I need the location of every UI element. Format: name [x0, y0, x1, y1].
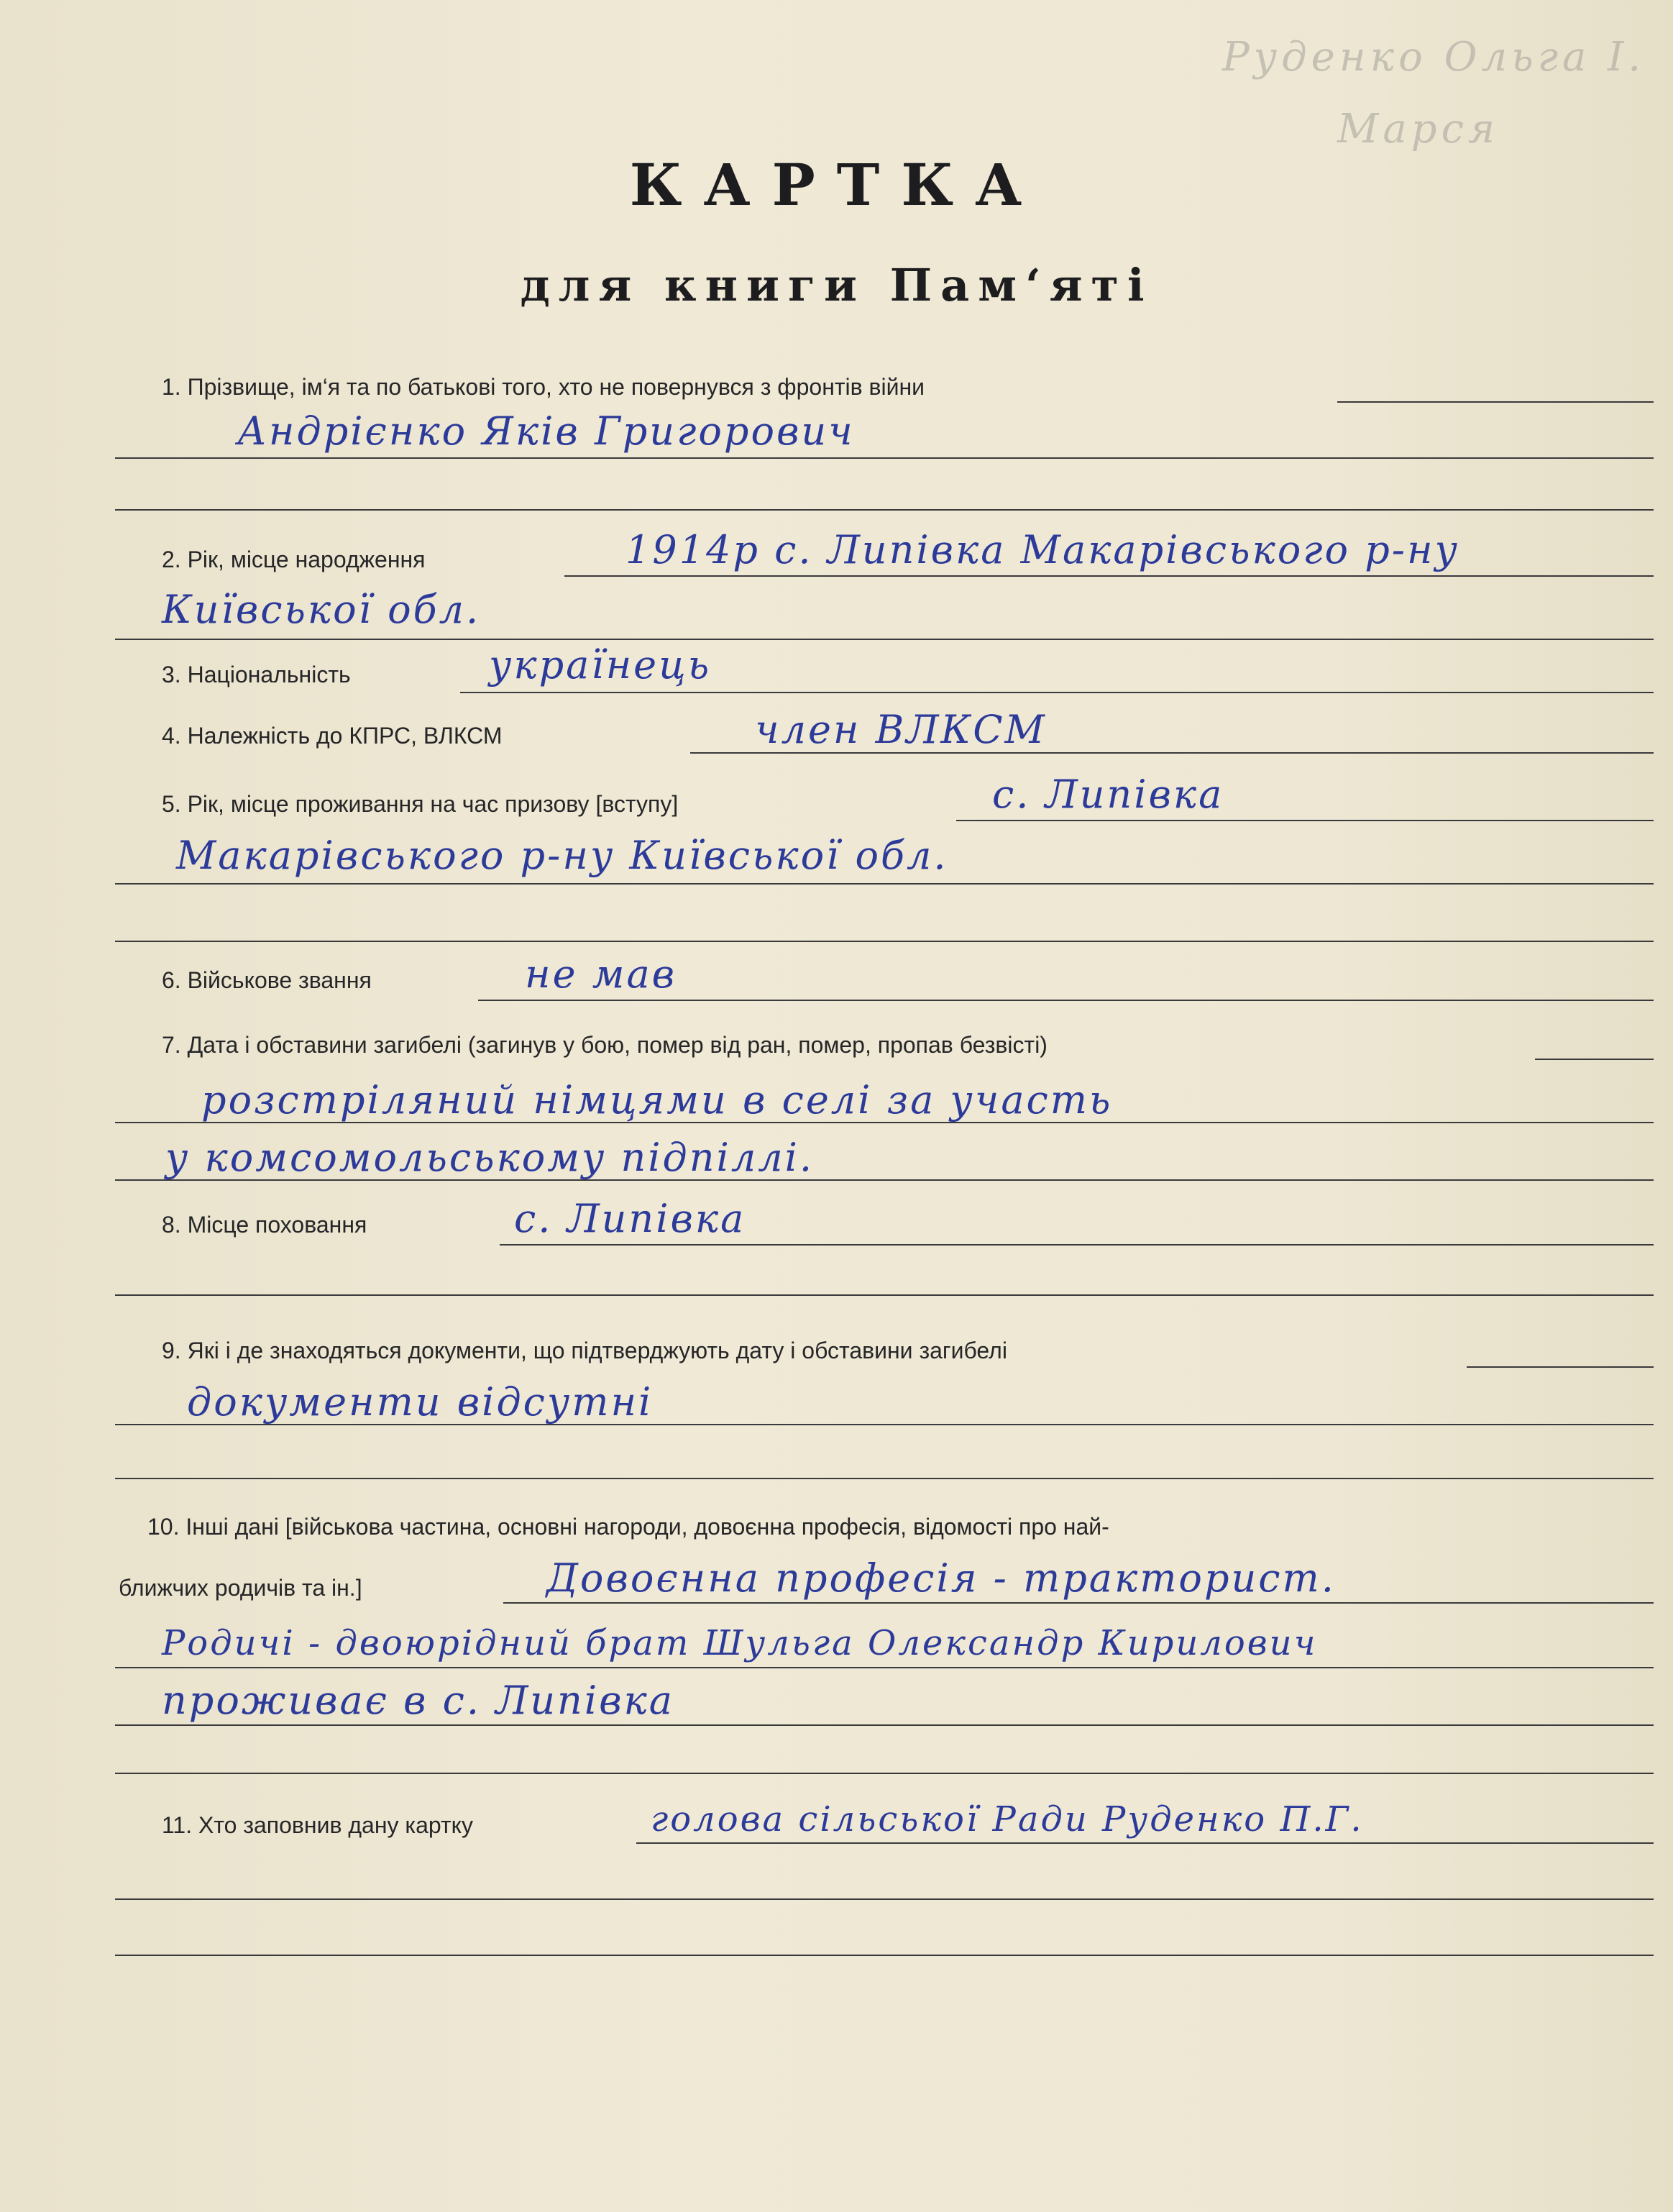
field-7-line-3 [115, 1179, 1654, 1181]
field-11-value: голова сільської Ради Руденко П.Г. [651, 1799, 1364, 1839]
field-3-label: 3. Національність [162, 662, 351, 687]
field-8-label: 8. Місце поховання [162, 1212, 367, 1238]
field-10-label-line-2: ближчих родичів та ін.] [119, 1575, 362, 1601]
field-1-line-2 [115, 457, 1654, 459]
field-8-value: с. Липівка [514, 1196, 746, 1241]
field-11-line-3 [115, 1955, 1654, 1956]
card-subtitle: для книги Пам‘яті [520, 259, 1153, 311]
field-9-line-3 [115, 1478, 1654, 1479]
field-10-line-3 [115, 1724, 1654, 1726]
field-3-value: українець [489, 642, 712, 687]
field-11-line-2 [115, 1898, 1654, 1900]
field-4-value: член ВЛКСМ [755, 707, 1047, 752]
field-6-line [478, 1000, 1654, 1001]
field-2-value-line-2: Київської обл. [162, 587, 481, 632]
field-7-value-line-1: розстріляний німцями в селі за участь [201, 1077, 1113, 1123]
field-1-line [1337, 401, 1654, 403]
pencil-note [1222, 22, 1668, 165]
field-2-label: 2. Рік, місце народження [162, 547, 426, 572]
field-10-value-line-3: проживає в с. Липівка [162, 1678, 674, 1723]
field-7-line-2 [115, 1122, 1654, 1123]
field-8-line [500, 1244, 1654, 1246]
field-11-line [636, 1842, 1654, 1844]
field-9-line [1467, 1366, 1654, 1368]
field-3-line [460, 692, 1654, 693]
field-6-label: 6. Військове звання [162, 967, 372, 993]
card-title: КАРТКА [629, 151, 1044, 219]
field-9-value: документи відсутні [187, 1379, 654, 1425]
field-10-line-2 [115, 1667, 1654, 1668]
field-9-label: 9. Які і де знаходяться документи, що підтверджують дату і обставини загибелі [162, 1338, 1007, 1363]
pencil-note-line-2: Марся [1337, 106, 1500, 152]
field-1-value: Андрієнко Яків Григорович [237, 408, 855, 454]
field-8-line-2 [115, 1294, 1654, 1296]
field-5-line [956, 820, 1654, 821]
field-7-value-line-2: у комсомольському підпіллі. [165, 1135, 815, 1180]
field-10-value-line-2: Родичі - двоюрідний брат Шульга Олександр Кирилович [162, 1623, 1318, 1663]
pencil-note-line-1: Руденко Ольга І. [1222, 34, 1646, 81]
field-10-label-line-1: 10. Інші дані [військова частина, основні нагороди, довоєнна професія, відомості про най- [147, 1514, 1109, 1540]
field-10-value-line-1: Довоєнна професія - тракторист. [546, 1555, 1336, 1601]
field-6-value: не мав [525, 951, 677, 997]
field-5-value-line-2: Макарівського р-ну Київської обл. [176, 833, 948, 878]
field-7-line [1535, 1059, 1654, 1060]
field-9-line-2 [115, 1424, 1654, 1425]
field-2-value-line-1: 1914р с. Липівка Макарівського р-ну [625, 527, 1459, 572]
field-5-label: 5. Рік, місце проживання на час призову [вступу] [162, 791, 679, 817]
field-1-line-3 [115, 509, 1654, 511]
field-7-label: 7. Дата і обставини загибелі (загинув у бою, помер від ран, помер, пропав безвісті) [162, 1032, 1048, 1058]
field-10-line-4 [115, 1773, 1654, 1774]
field-4-label: 4. Належність до КПРС, ВЛКСМ [162, 723, 503, 749]
field-10-line [503, 1602, 1654, 1604]
field-11-label: 11. Хто заповнив дану картку [162, 1812, 473, 1838]
field-5-line-2 [115, 883, 1654, 885]
field-5-value-line-1: с. Липівка [992, 772, 1224, 817]
field-4-line [690, 752, 1654, 754]
field-2-line [564, 575, 1654, 577]
field-2-line-2 [115, 639, 1654, 640]
field-5-line-3 [115, 941, 1654, 942]
field-1-label: 1. Прізвище, ім‘я та по батькові того, хто не повернувся з фронтів війни [162, 374, 925, 400]
